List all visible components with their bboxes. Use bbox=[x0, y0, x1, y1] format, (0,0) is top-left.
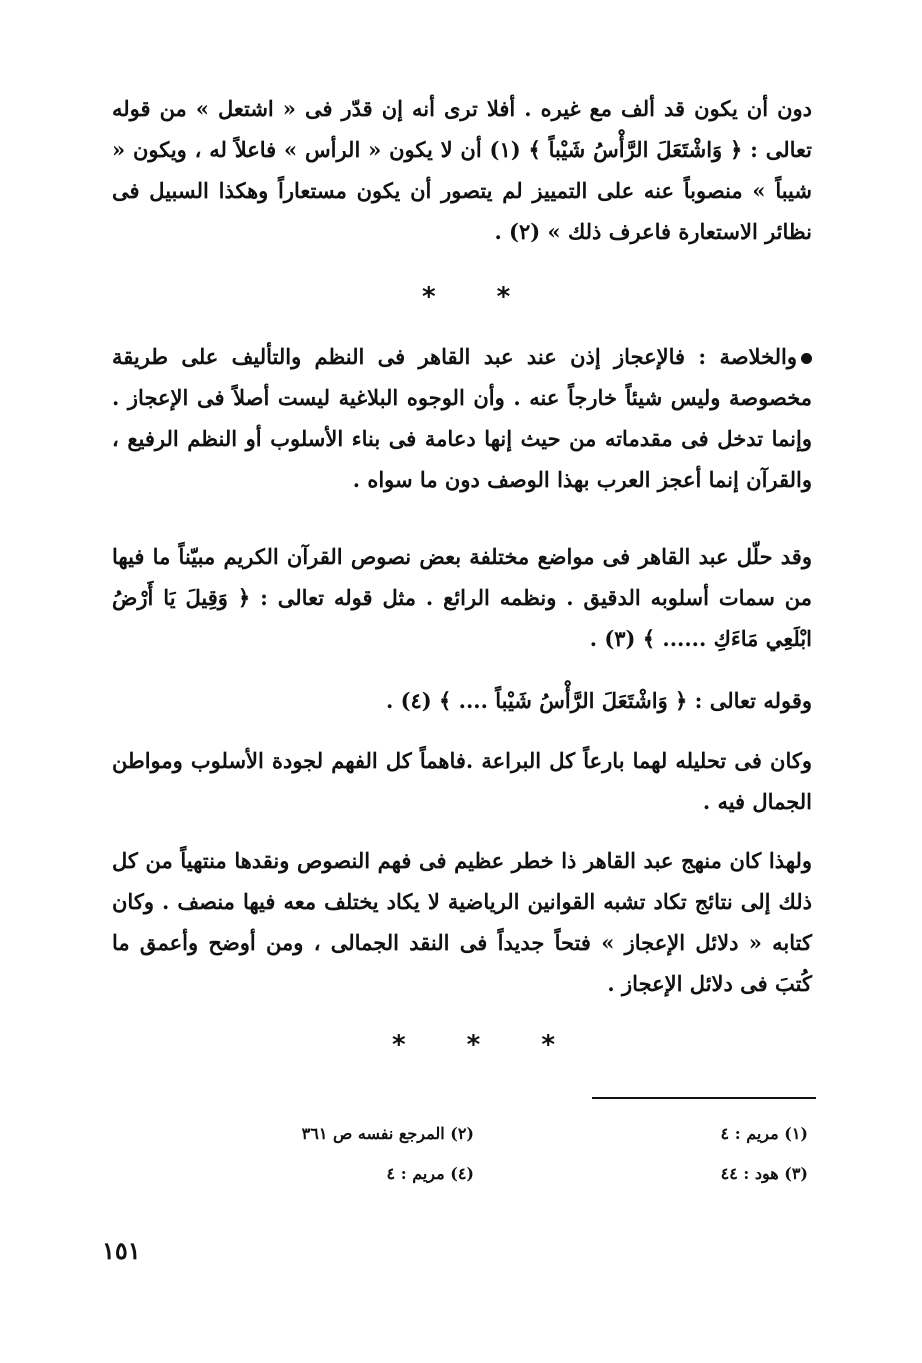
bullet-icon bbox=[801, 353, 812, 364]
section-separator bbox=[422, 282, 510, 312]
section-separator bbox=[392, 1030, 555, 1060]
paragraph-verse bbox=[112, 680, 812, 721]
footnote-divider bbox=[592, 1097, 816, 1099]
paragraph-conclusion bbox=[112, 840, 812, 1004]
paragraph-praise bbox=[112, 740, 812, 822]
paragraph-text: ولهذا كان منهج عبد القاهر ذا خطر عظيم فى فهم النصوص ونقدها منتهياً من كل ذلك إلى نتائج تكاد تشبه القوانين الرياضية لا يكاد يختلف معه فيها منصف . وكان كتابه « دلائل الإعجاز » فتحاً جديداً فى النقد الجمالى ، ومن أوضح وأعمق ما كُتبَ فى دلائل الإعجاز . bbox=[112, 848, 812, 996]
star-glyph: * bbox=[466, 1030, 481, 1060]
paragraph-analysis bbox=[112, 536, 812, 659]
paragraph-summary bbox=[112, 336, 812, 500]
paragraph-text: وقد حلّل عبد القاهر فى مواضع مختلفة بعض نصوص القرآن الكريم مبيّناً ما فيها من سمات أسلوبه الدقيق . ونظمه الرائع . مثل قوله تعالى : ﴿ وَقِيلَ يَا أَرْضُ ابْلَعِي مَاءَكِ ...... ﴾ (٣) . bbox=[112, 544, 812, 651]
footnote-3: (٣) هود : ٤٤ bbox=[720, 1164, 808, 1183]
paragraph-text: والخلاصة : فالإعجاز إذن عند عبد القاهر فى النظم والتأليف على طريقة مخصوصة وليس شيئاً خارجاً عنه . وأن الوجوه البلاغية ليست أصلاً فى الإعجاز . وإنما تدخل فى مقدماته من حيث إنها دعامة فى بناء الأسلوب أو النظم الرفيع ، والقرآن إنما أعجز العرب بهذا الوصف دون ما سواه . bbox=[112, 344, 812, 492]
paragraph-text: دون أن يكون قد ألف مع غيره . أفلا ترى أنه إن قدّر فى « اشتعل » من قوله تعالى : ﴿ وَاشْتَعَلَ الرَّأْسُ شَيْباً ﴾ (١) أن لا يكون « الرأس » فاعلاً له ، ويكون « شيباً » منصوباً عنه على التمييز لم يتصور أن يكون مستعاراً وهكذا السبيل فى نظائر الاستعارة فاعرف ذلك » (٢) . bbox=[112, 96, 812, 244]
star-glyph: * bbox=[541, 1030, 555, 1060]
footnote-4: (٤) مريم : ٤ bbox=[386, 1164, 474, 1183]
footnote-2: (٢) المرجع نفسه ص ٣٦١ bbox=[301, 1124, 474, 1143]
star-glyph: * bbox=[422, 282, 436, 312]
star-glyph: * bbox=[392, 1030, 406, 1060]
page-number: ١٥١ bbox=[102, 1236, 141, 1265]
star-glyph: * bbox=[496, 282, 511, 312]
paragraph-text: وقوله تعالى : ﴿ وَاشْتَعَلَ الرَّأْسُ شَيْباً .... ﴾ (٤) . bbox=[385, 688, 812, 713]
paragraph-text: وكان فى تحليله لهما بارعاً كل البراعة .فاهماً كل الفهم لجودة الأسلوب ومواطن الجمال فيه . bbox=[112, 748, 812, 814]
footnote-1: (١) مريم : ٤ bbox=[720, 1124, 808, 1143]
paragraph-opening bbox=[112, 88, 812, 252]
